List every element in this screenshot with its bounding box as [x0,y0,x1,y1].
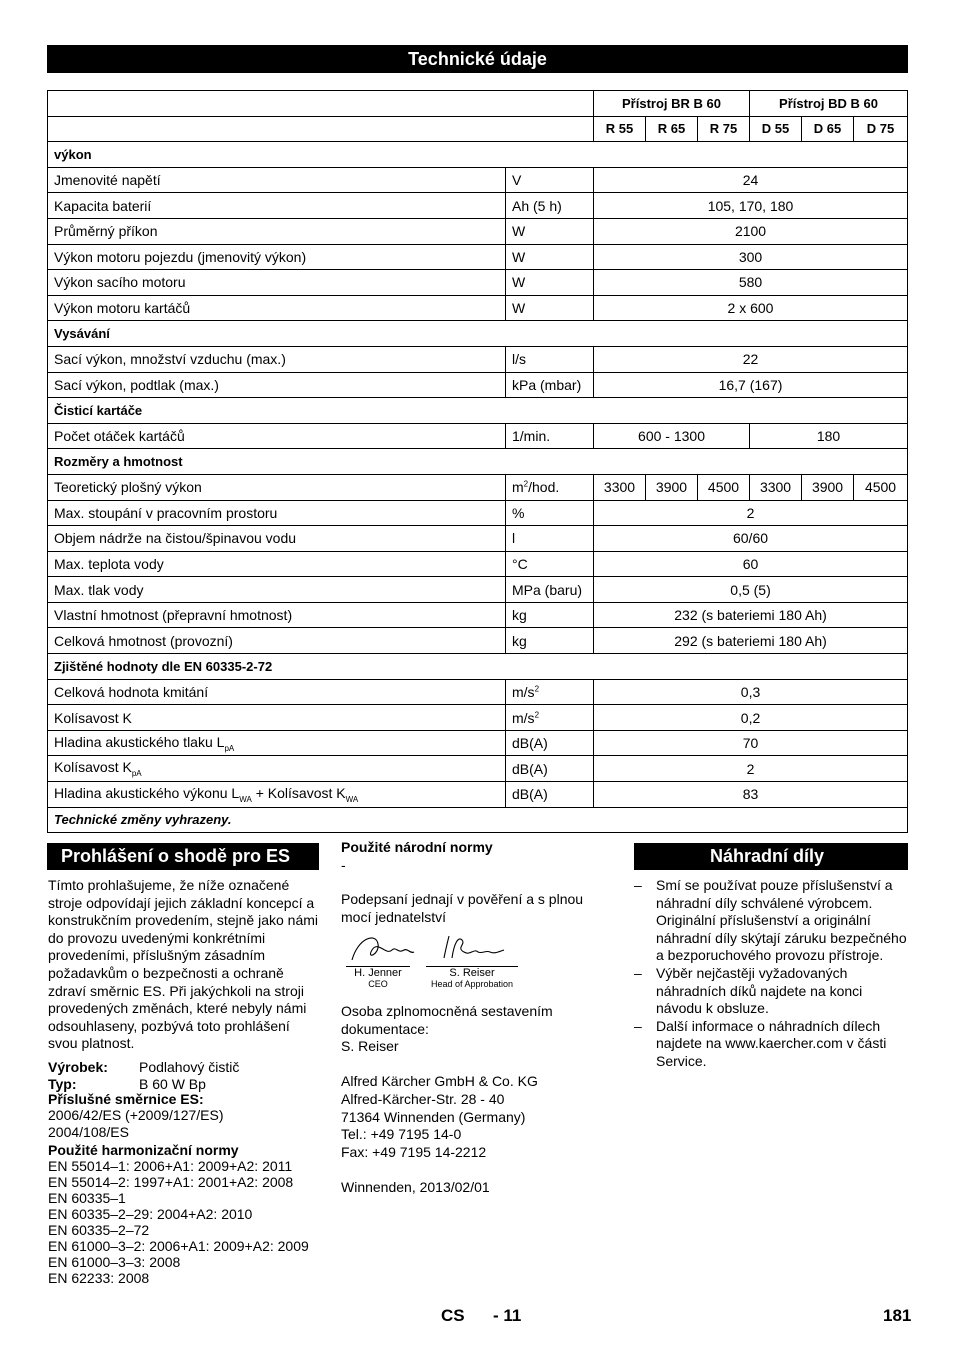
directives-label: Příslušné směrnice ES: [48,1090,204,1107]
table-row [48,167,908,193]
row-value-br: 600 - 1300 [594,423,750,449]
row-label: Hladina akustického tlaku $L_{pA}$ [48,730,506,756]
list-item: – Další informace o náhradních dílech najdete na www.kaercher.com v části Service. [634,1018,908,1071]
norms-label: Použité harmonizační normy [48,1141,239,1158]
declaration-middle-column [341,839,606,926]
row-unit: 1/min. [506,423,594,449]
authorized-text: Osoba zplnomocněná sestavením dokumentace: [341,1003,553,1037]
row-value: 2 [594,756,908,782]
row-label: Celková hmotnost (provozní) [48,628,506,654]
row-value: 16,7 (167) [594,372,908,398]
row-label: Teoretický plošný výkon [48,474,506,500]
directive-item: 2006/42/ES (+2009/127/ES) [48,1106,224,1123]
technical-data-header: Technické údaje [47,45,908,73]
row-value: 3300 [594,474,646,500]
row-value: 3900 [802,474,854,500]
row-label: Celková hodnota kmitání [48,679,506,705]
declaration-body: Tímto prohlašujeme, že níže označené stroje odpovídají jejich základní koncepcí a konstrukčním provedením, stejně jako námi do provozu uvedenými konkrétními provedeními, příslušným zásadním požadavkům o bezpečnosti a ochraně zdraví směrnic ES. Při jakýchkoli na stroji provedených změnách, které nebyly námi odsouhlaseny, pozbývá toto prohlášení svou platnost. [48,877,319,1052]
list-item: – Smí se používat pouze příslušenství a náhradní díly schválené výrobcem. Originální příslušenství a originální náhradní díly skýtají záruku bezpečného a bezporuchového provozu přístroje. [634,877,908,965]
row-unit: l/s [506,346,594,372]
spare-parts-column [634,877,908,1071]
table-row [48,270,908,296]
row-value: 300 [594,244,908,270]
declaration-column [48,877,320,1286]
norm-item: EN 61000–3–2: 2006+A1: 2009+A2: 2009 [48,1237,309,1254]
row-unit: $m/s^2$ [506,679,594,705]
directive-item: 2004/108/ES [48,1124,129,1141]
row-label: Sací výkon, množství vzduchu (max.) [48,346,506,372]
footer-page-number: 181 [883,1306,912,1325]
table-row [48,756,908,782]
table-row [48,679,908,705]
row-label: Průměrný příkon [48,218,506,244]
norm-item: EN 60335–2–29: 2004+A2: 2010 [48,1205,253,1222]
company-line: Alfred-Kärcher-Str. 28 - 40 [341,1090,505,1107]
row-label: Max. tlak vody [48,577,506,603]
row-value: 3300 [750,474,802,500]
header-model: D 75 [854,116,908,142]
row-label: Výkon sacího motoru [48,270,506,296]
row-value: 24 [594,167,908,193]
header-model: D 65 [802,116,854,142]
row-unit: W [506,270,594,296]
norm-item: EN 60335–2–72 [48,1221,150,1238]
row-value-bd: 180 [750,423,908,449]
product-row: Výrobek: Podlahový čistič [48,1058,240,1075]
row-value: 70 [594,730,908,756]
table-row [48,218,908,244]
header-model: R 55 [594,116,646,142]
company-line: 71364 Winnenden (Germany) [341,1108,526,1125]
table-row [48,346,908,372]
section-heading: Čisticí kartáče [48,398,908,424]
spare-parts-header: Náhradní díly [634,843,908,870]
row-value: 2100 [594,218,908,244]
row-label: Vlastní hmotnost (přepravní hmotnost) [48,602,506,628]
row-label: Kapacita baterií [48,193,506,219]
table-row [48,705,908,731]
table-row [48,577,908,603]
row-value: 2 [594,500,908,526]
row-value: 3900 [646,474,698,500]
declaration-company-block [341,1003,606,1197]
row-unit: $m^2$/hod. [506,474,594,500]
norm-item: EN 55014–2: 1997+A1: 2001+A2: 2008 [48,1173,294,1190]
row-label: Hladina akustického výkonu $L_{WA}$ + Kolísavost $K_{WA}$ [48,782,506,808]
row-label: Max. stoupání v pracovním prostoru [48,500,506,526]
norm-item: EN 61000–3–3: 2008 [48,1253,181,1270]
row-value: 580 [594,270,908,296]
table-row [48,730,908,756]
national-norms-label: Použité národní normy [341,839,493,855]
header-br-b60: Přístroj BR B 60 [594,91,750,117]
row-unit: kPa (mbar) [506,372,594,398]
row-unit: dB(A) [506,782,594,808]
table-row [48,474,908,500]
row-value: 4500 [698,474,750,500]
declaration-header: Prohlášení o shodě pro ES [47,843,319,870]
row-unit: kg [506,602,594,628]
footer-language: CS [441,1306,465,1325]
section-heading: Vysávání [48,321,908,347]
table-note: Technické změny vyhrazeny. [48,807,908,833]
row-value: 105, 170, 180 [594,193,908,219]
row-unit: Ah (5 h) [506,193,594,219]
company-line: Tel.: +49 7195 14-0 [341,1126,462,1143]
norm-item: EN 62233: 2008 [48,1269,150,1286]
row-value: 232 (s bateriemi 180 Ah) [594,602,908,628]
table-row [48,526,908,552]
table-row [48,602,908,628]
row-value: 292 (s bateriemi 180 Ah) [594,628,908,654]
row-value: 0,3 [594,679,908,705]
company-line: Fax: +49 7195 14-2212 [341,1143,487,1160]
signer1: H. Jenner CEO [346,966,410,989]
row-unit: % [506,500,594,526]
row-value: 60/60 [594,526,908,552]
table-corner [48,116,594,142]
row-unit: $m/s^2$ [506,705,594,731]
row-unit: V [506,167,594,193]
row-label: Počet otáček kartáčů [48,423,506,449]
table-row [48,782,908,808]
norm-item: EN 55014–1: 2006+A1: 2009+A2: 2011 [48,1157,293,1174]
row-unit: dB(A) [506,756,594,782]
national-norms-value: - [341,856,346,873]
header-bd-b60: Přístroj BD B 60 [750,91,908,117]
table-row [48,295,908,321]
row-value: 0,5 (5) [594,577,908,603]
row-unit: W [506,218,594,244]
section-heading: Zjištěné hodnoty dle EN 60335-2-72 [48,654,908,680]
place-date: Winnenden, 2013/02/01 [341,1178,490,1195]
header-model: R 65 [646,116,698,142]
row-label: Max. teplota vody [48,551,506,577]
signatures-image [348,930,518,970]
table-row [48,500,908,526]
norm-item: EN 60335–1 [48,1189,126,1206]
row-unit: MPa (baru) [506,577,594,603]
row-value: 22 [594,346,908,372]
technical-data-table [47,90,908,833]
row-label: Jmenovité napětí [48,167,506,193]
row-label: Výkon motoru pojezdu (jmenovitý výkon) [48,244,506,270]
authorized-name: S. Reiser [341,1038,399,1055]
company-line: Alfred Kärcher GmbH & Co. KG [341,1073,538,1090]
row-label: Objem nádrže na čistou/špinavou vodu [48,526,506,552]
spare-parts-list [634,877,908,1071]
table-row [48,423,908,449]
row-label: Kolísavost $K_{pA}$ [48,756,506,782]
row-label: Sací výkon, podtlak (max.) [48,372,506,398]
row-unit: l [506,526,594,552]
row-unit: dB(A) [506,730,594,756]
table-row [48,193,908,219]
table-row [48,551,908,577]
row-value: 0,2 [594,705,908,731]
row-label: Výkon motoru kartáčů [48,295,506,321]
row-value: 60 [594,551,908,577]
row-value: 83 [594,782,908,808]
row-value: 4500 [854,474,908,500]
table-row [48,628,908,654]
table-row [48,372,908,398]
section-heading: výkon [48,142,908,168]
list-item: – Výběr nejčastěji vyžadovaných náhradních díků najdete na konci návodu k obsluze. [634,965,908,1018]
type-row: Typ: B 60 W Bp [48,1075,206,1092]
table-row [48,244,908,270]
header-model: D 55 [750,116,802,142]
row-unit: W [506,244,594,270]
signed-text: Podepsaní jednají v pověření a s plnou mocí jednatelství [341,891,584,925]
signer2: S. Reiser Head of Approbation [426,966,518,989]
row-unit: kg [506,628,594,654]
row-value: 2 x 600 [594,295,908,321]
header-model: R 75 [698,116,750,142]
table-corner [48,91,594,117]
row-unit: W [506,295,594,321]
footer-local-page: - 11 [493,1306,522,1325]
row-unit: °C [506,551,594,577]
row-label: Kolísavost K [48,705,506,731]
section-heading: Rozměry a hmotnost [48,449,908,475]
